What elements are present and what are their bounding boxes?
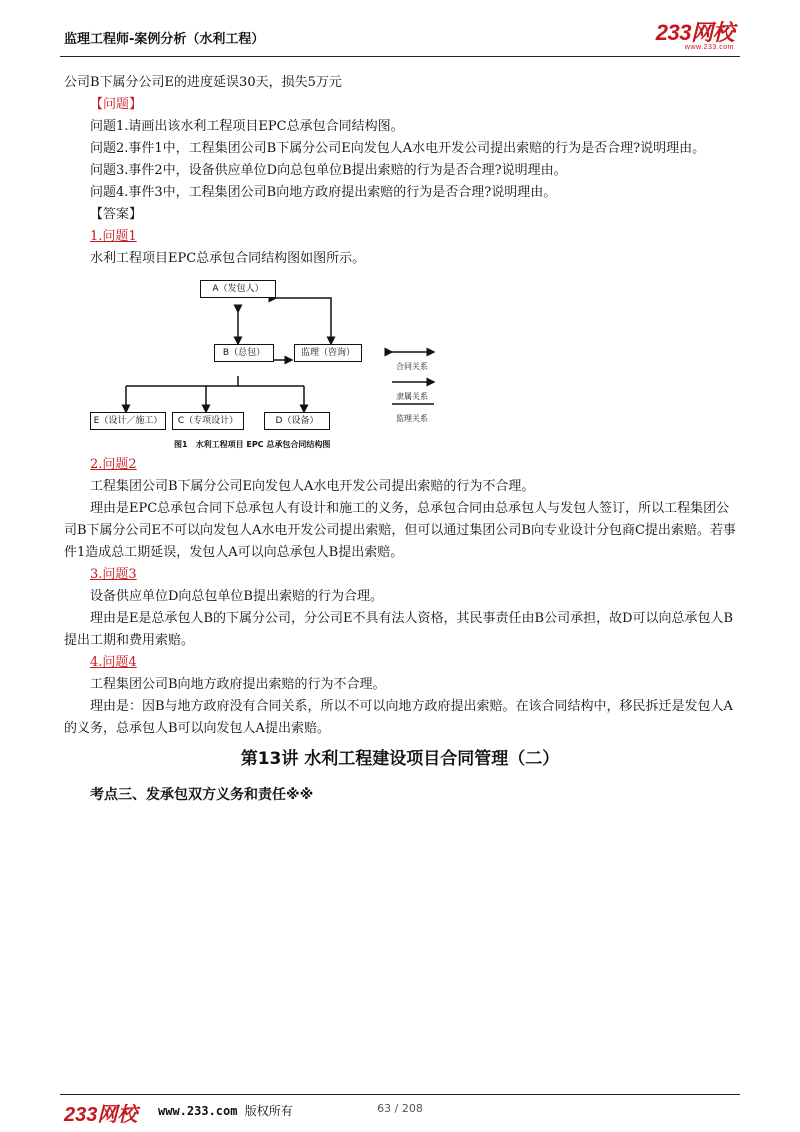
contract-structure-diagram (64, 274, 736, 452)
lecture-title: 第13讲 水利工程建设项目合同管理（二） (240, 749, 560, 769)
question-3: 问题3.事件2中，设备供应单位D向总包单位B提出索赔的行为是否合理?说明理由。 (90, 163, 567, 178)
question-1: 问题1.请画出该水利工程项目EPC总承包合同结构图。 (90, 119, 404, 134)
edge-a-supervisor (276, 298, 331, 344)
diagram-caption: 图1 水利工程项目 EPC 总承包合同结构图 (174, 440, 331, 449)
answer-4-conclusion: 工程集团公司B向地方政府提出索赔的行为不合理。 (90, 677, 386, 692)
question-4: 问题4.事件3中，工程集团公司B向地方政府提出索赔的行为是否合理?说明理由。 (90, 185, 557, 200)
questions-heading: 【问题】 (90, 97, 143, 112)
answer-3-conclusion: 设备供应单位D向总包单位B提出索赔的行为合理。 (90, 589, 383, 604)
answer-2-conclusion: 工程集团公司B下属分公司E向发包人A水电开发公司提出索赔的行为不合理。 (90, 479, 535, 494)
legend-affiliation-label: 隶属关系 (396, 392, 428, 401)
brand-logo (656, 22, 734, 52)
logo-url: www.233.com (684, 44, 734, 51)
answer-4-reason: 理由是：因B与地方政府没有合同关系，所以不可以向地方政府提出索赔。在该合同结构中，移民拆迁是发包人A的义务，总承包人B可以向发包人A提出索赔。 (64, 699, 733, 736)
header-divider (60, 56, 740, 57)
exam-point-title: 考点三、发承包双方义务和责任※※ (90, 787, 314, 803)
node-a-client: A（发包人） (200, 280, 276, 298)
node-supervisor: 监理（咨询） (294, 344, 362, 362)
intro-line: 公司B下属分公司E的进度延误30天，损失5万元 (64, 75, 342, 90)
page-number: 63 / 208 (377, 1102, 423, 1115)
question-2: 问题2.事件1中，工程集团公司B下属分公司E向发包人A水电开发公司提出索赔的行为是否合理?说明理由。 (90, 141, 706, 156)
logo-text: 233网校 (655, 20, 734, 45)
answer-2-heading: 2.问题2 (90, 457, 137, 472)
node-d-equipment: D（设备） (264, 412, 330, 430)
legend-supervision-label: 监理关系 (396, 414, 428, 423)
answer-3-reason: 理由是E是总承包人B的下属分公司，分公司E不具有法人资格，其民事责任由B公司承担，故D可以向总承包人B提出工期和费用索赔。 (64, 611, 734, 648)
footer-logo: 233网校 (64, 1104, 138, 1126)
answer-1-heading: 1.问题1 (90, 229, 137, 244)
answer-3-heading: 3.问题3 (90, 567, 137, 582)
node-e-design-construction: E（设计／施工） (90, 412, 166, 430)
node-b-general-contractor: B（总包） (214, 344, 274, 362)
legend-contract-label: 合同关系 (396, 362, 428, 371)
document-header-title: 监理工程师-案例分析（水利工程） (64, 32, 265, 47)
footer-divider (60, 1094, 740, 1095)
node-c-special-design: C（专项设计） (172, 412, 244, 430)
answers-heading: 【答案】 (90, 207, 143, 222)
answer-4-heading: 4.问题4 (90, 655, 137, 670)
footer-url[interactable]: www.233.com (158, 1104, 238, 1118)
footer-rights: 版权所有 (244, 1104, 293, 1118)
answer-1-text: 水利工程项目EPC总承包合同结构图如图所示。 (90, 251, 366, 266)
page-content (64, 72, 736, 806)
answer-2-reason: 理由是EPC总承包合同下总承包人有设计和施工的义务，总承包合同由总承包人与发包人签订，所以工程集团公司B下属分公司E不可以向发包人A水电开发公司提出索赔，但可以通过集团公司B向专业设计分包商C提出索赔。若事件1造成总工期延误，发包人A可以向总承包人B提出索赔。 (64, 501, 736, 560)
